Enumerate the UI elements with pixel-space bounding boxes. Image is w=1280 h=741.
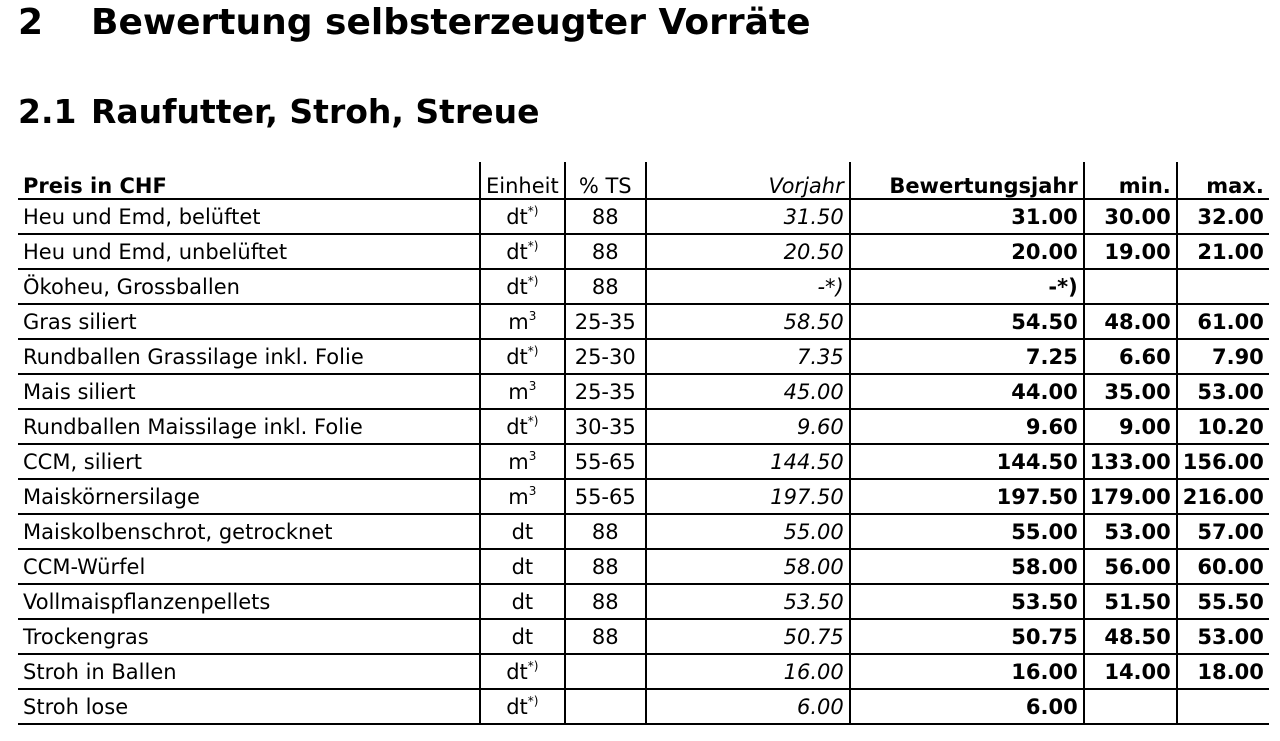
row-valuation-year: 53.50 (850, 584, 1084, 619)
unit-text: dt (511, 624, 534, 649)
row-prev-year: 144.50 (646, 444, 850, 479)
subsection-heading (18, 92, 539, 131)
row-valuation-year: 55.00 (850, 514, 1084, 549)
row-valuation-year: 50.75 (850, 619, 1084, 654)
row-max (1177, 689, 1269, 724)
row-prev-year: 6.00 (646, 689, 850, 724)
row-ts: 25-35 (565, 374, 646, 409)
row-name: Rundballen Maissilage inkl. Folie (18, 409, 480, 444)
unit-superscript: 3 (528, 308, 537, 323)
row-max: 156.00 (1177, 444, 1269, 479)
row-unit (480, 514, 565, 549)
unit-superscript: *) (527, 413, 539, 428)
row-min: 48.00 (1084, 304, 1177, 339)
row-max (1177, 269, 1269, 304)
header-min: min. (1084, 162, 1177, 199)
row-valuation-year: 44.00 (850, 374, 1084, 409)
row-unit (480, 444, 565, 479)
row-unit (480, 689, 565, 724)
row-min: 48.50 (1084, 619, 1177, 654)
table-row (18, 689, 1269, 724)
row-min: 14.00 (1084, 654, 1177, 689)
row-min: 53.00 (1084, 514, 1177, 549)
row-min: 56.00 (1084, 549, 1177, 584)
header-valuation-year: Bewertungsjahr (850, 162, 1084, 199)
row-min: 19.00 (1084, 234, 1177, 269)
row-name: Stroh in Ballen (18, 654, 480, 689)
row-prev-year: 20.50 (646, 234, 850, 269)
unit-text: dt (511, 519, 534, 544)
row-min: 9.00 (1084, 409, 1177, 444)
unit-superscript: 3 (528, 378, 537, 393)
row-name: Heu und Emd, unbelüftet (18, 234, 480, 269)
unit-superscript: *) (527, 658, 539, 673)
row-name: Gras siliert (18, 304, 480, 339)
unit-text: dt (506, 274, 528, 299)
row-ts: 88 (565, 269, 646, 304)
section-number: 2 (18, 2, 44, 43)
row-ts: 88 (565, 619, 646, 654)
row-prev-year: 45.00 (646, 374, 850, 409)
row-name: Ökoheu, Grossballen (18, 269, 480, 304)
row-min (1084, 689, 1177, 724)
row-prev-year: 58.00 (646, 549, 850, 584)
unit-superscript: *) (527, 693, 539, 708)
unit-text: dt (506, 659, 528, 684)
row-unit (480, 549, 565, 584)
table-row (18, 654, 1269, 689)
row-min: 30.00 (1084, 199, 1177, 234)
row-ts: 88 (565, 549, 646, 584)
unit-text: dt (506, 414, 528, 439)
unit-text: m (508, 484, 529, 509)
row-max: 55.50 (1177, 584, 1269, 619)
table-row (18, 444, 1269, 479)
row-ts: 55-65 (565, 444, 646, 479)
row-ts: 88 (565, 234, 646, 269)
table-row (18, 514, 1269, 549)
row-min: 51.50 (1084, 584, 1177, 619)
row-unit (480, 584, 565, 619)
row-unit (480, 479, 565, 514)
row-unit (480, 234, 565, 269)
row-prev-year: 53.50 (646, 584, 850, 619)
row-prev-year: 9.60 (646, 409, 850, 444)
row-unit (480, 654, 565, 689)
header-name: Preis in CHF (18, 162, 480, 199)
row-prev-year: 58.50 (646, 304, 850, 339)
row-name: Trockengras (18, 619, 480, 654)
row-max: 21.00 (1177, 234, 1269, 269)
unit-superscript: *) (527, 203, 539, 218)
row-max: 18.00 (1177, 654, 1269, 689)
row-unit (480, 304, 565, 339)
row-ts: 88 (565, 199, 646, 234)
row-prev-year: 16.00 (646, 654, 850, 689)
table-row (18, 234, 1269, 269)
section-heading (18, 2, 811, 43)
row-valuation-year: 9.60 (850, 409, 1084, 444)
row-ts (565, 689, 646, 724)
table-row (18, 304, 1269, 339)
row-name: Maiskolbenschrot, getrocknet (18, 514, 480, 549)
unit-superscript: *) (527, 238, 539, 253)
table-row (18, 339, 1269, 374)
unit-superscript: 3 (528, 448, 537, 463)
unit-text: dt (506, 344, 528, 369)
row-min: 6.60 (1084, 339, 1177, 374)
unit-text: m (508, 449, 529, 474)
row-max: 57.00 (1177, 514, 1269, 549)
table-header-row (18, 162, 1269, 199)
table-row (18, 479, 1269, 514)
row-name: Mais siliert (18, 374, 480, 409)
price-table (18, 162, 1269, 725)
row-name: CCM-Würfel (18, 549, 480, 584)
row-prev-year: 197.50 (646, 479, 850, 514)
row-valuation-year: 197.50 (850, 479, 1084, 514)
row-valuation-year: 31.00 (850, 199, 1084, 234)
row-max: 7.90 (1177, 339, 1269, 374)
row-max: 216.00 (1177, 479, 1269, 514)
header-ts: % TS (565, 162, 646, 199)
table-row (18, 549, 1269, 584)
row-prev-year: 55.00 (646, 514, 850, 549)
row-ts: 55-65 (565, 479, 646, 514)
unit-text: dt (506, 239, 528, 264)
unit-text: m (508, 309, 529, 334)
row-min: 133.00 (1084, 444, 1177, 479)
row-max: 10.20 (1177, 409, 1269, 444)
row-min (1084, 269, 1177, 304)
table-body (18, 199, 1269, 724)
row-name: Heu und Emd, belüftet (18, 199, 480, 234)
subsection-title: Raufutter, Stroh, Streue (91, 92, 540, 131)
row-min: 35.00 (1084, 374, 1177, 409)
row-ts: 25-30 (565, 339, 646, 374)
row-max: 32.00 (1177, 199, 1269, 234)
unit-text: dt (506, 204, 528, 229)
row-max: 53.00 (1177, 619, 1269, 654)
row-name: Rundballen Grassilage inkl. Folie (18, 339, 480, 374)
row-unit (480, 409, 565, 444)
row-unit (480, 339, 565, 374)
unit-text: dt (511, 554, 534, 579)
row-valuation-year: 54.50 (850, 304, 1084, 339)
row-prev-year: 31.50 (646, 199, 850, 234)
table-row (18, 584, 1269, 619)
row-ts (565, 654, 646, 689)
row-ts: 88 (565, 584, 646, 619)
row-unit (480, 374, 565, 409)
row-min: 179.00 (1084, 479, 1177, 514)
row-prev-year: 7.35 (646, 339, 850, 374)
row-prev-year: -*) (646, 269, 850, 304)
unit-superscript: *) (527, 343, 539, 358)
section-title: Bewertung selbsterzeugter Vorräte (91, 2, 811, 43)
subsection-number: 2.1 (18, 92, 77, 131)
row-ts: 25-35 (565, 304, 646, 339)
row-valuation-year: 6.00 (850, 689, 1084, 724)
row-valuation-year: 7.25 (850, 339, 1084, 374)
header-unit: Einheit (480, 162, 565, 199)
row-unit (480, 199, 565, 234)
unit-text: m (508, 379, 529, 404)
table-row (18, 374, 1269, 409)
row-unit (480, 269, 565, 304)
table-row (18, 199, 1269, 234)
row-max: 61.00 (1177, 304, 1269, 339)
row-ts: 30-35 (565, 409, 646, 444)
row-name: Stroh lose (18, 689, 480, 724)
table-row (18, 619, 1269, 654)
unit-text: dt (511, 589, 534, 614)
unit-superscript: 3 (528, 483, 537, 498)
table-row (18, 269, 1269, 304)
row-name: Maiskörnersilage (18, 479, 480, 514)
row-ts: 88 (565, 514, 646, 549)
row-name: CCM, siliert (18, 444, 480, 479)
row-prev-year: 50.75 (646, 619, 850, 654)
row-valuation-year: 20.00 (850, 234, 1084, 269)
row-valuation-year: 58.00 (850, 549, 1084, 584)
row-valuation-year: 16.00 (850, 654, 1084, 689)
row-max: 53.00 (1177, 374, 1269, 409)
table-row (18, 409, 1269, 444)
unit-text: dt (506, 694, 528, 719)
row-valuation-year: 144.50 (850, 444, 1084, 479)
row-max: 60.00 (1177, 549, 1269, 584)
header-prev-year: Vorjahr (646, 162, 850, 199)
row-unit (480, 619, 565, 654)
header-max: max. (1177, 162, 1269, 199)
row-valuation-year: -*) (850, 269, 1084, 304)
row-name: Vollmaispflanzenpellets (18, 584, 480, 619)
unit-superscript: *) (527, 273, 539, 288)
